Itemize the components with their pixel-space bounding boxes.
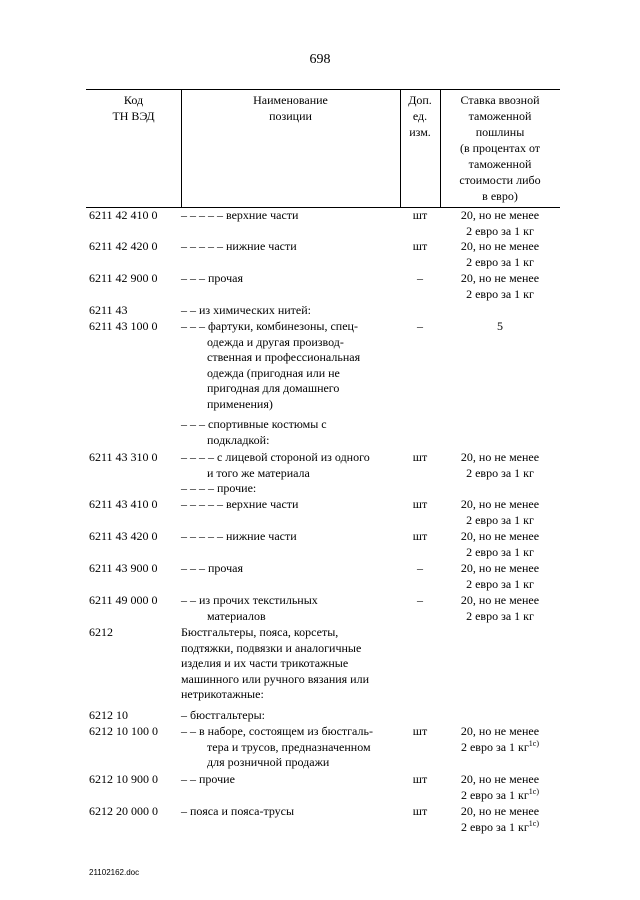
- rate-line: [440, 772, 560, 788]
- row-code: 6212: [89, 625, 113, 639]
- row-description: [181, 450, 399, 481]
- row-unit: шт: [412, 208, 428, 222]
- description-line: – – – прочая: [181, 561, 243, 575]
- rate-line: [440, 724, 560, 740]
- rate-line: [440, 529, 560, 545]
- rate-footnote-mark: 1с): [528, 738, 540, 748]
- rate-text: 20, но не менее: [460, 772, 540, 786]
- row-description: [181, 724, 399, 771]
- row-code: 6211 43: [89, 303, 128, 317]
- rate-text: 2 евро за 1 кг: [466, 512, 534, 527]
- row-unit: шт: [412, 450, 428, 464]
- row-code: 6211 42 900 0: [89, 271, 158, 285]
- description-line: – – – – с лицевой стороной из одного: [181, 450, 370, 464]
- description-line: одежда и другая производ-: [207, 334, 344, 349]
- rate-text: 2 евро за 1 кг: [460, 787, 529, 802]
- rate-line: [440, 561, 560, 577]
- rate-line: [440, 820, 560, 836]
- rate-text: 2 евро за 1 кг: [466, 465, 534, 480]
- row-description: [181, 772, 399, 788]
- row-description: [181, 271, 399, 287]
- rate-line: [440, 255, 560, 271]
- rate-line: [440, 804, 560, 820]
- row-description: [181, 593, 399, 624]
- table-top-rule: [86, 89, 560, 90]
- row-description: [181, 561, 399, 577]
- description-line: – – – – прочие:: [181, 481, 257, 495]
- rate-line: [440, 497, 560, 513]
- row-description: [181, 481, 399, 497]
- rate-footnote-mark: 1с): [528, 786, 540, 796]
- row-description: [181, 208, 399, 224]
- row-unit: шт: [412, 239, 428, 253]
- rate-text: 20, но не менее: [460, 450, 540, 464]
- row-code: 6211 49 000 0: [89, 593, 158, 607]
- description-line: – – прочие: [181, 772, 235, 786]
- row-description: [181, 708, 399, 724]
- rate-footnote-mark: 1с): [528, 818, 540, 828]
- header-name: Наименование позиции: [253, 93, 328, 123]
- page-number: 698: [309, 52, 331, 67]
- rate-text: 2 евро за 1 кг: [466, 544, 534, 559]
- rate-line: [440, 319, 560, 335]
- row-description: [181, 497, 399, 513]
- row-code: 6211 42 420 0: [89, 239, 158, 253]
- row-rate: [440, 804, 560, 835]
- row-unit: шт: [412, 804, 428, 818]
- description-line: для розничной продажи: [207, 755, 330, 769]
- row-code: 6211 43 100 0: [89, 319, 158, 333]
- description-line: и того же материала: [207, 465, 310, 480]
- description-line: ственная и профессиональная: [207, 350, 361, 364]
- row-code: 6211 43 900 0: [89, 561, 158, 575]
- row-code: 6212 10 900 0: [89, 772, 158, 786]
- header-rate: Ставка ввозной таможенной пошлины (в процентах от таможенной стоимости либо в евро): [459, 93, 541, 203]
- rate-line: [440, 450, 560, 466]
- description-line: – – – фартуки, комбинезоны, спец-: [181, 319, 358, 333]
- description-line: материалов: [207, 608, 266, 623]
- rate-text: 2 евро за 1 кг: [466, 286, 534, 301]
- description-line: тера и трусов, предназначенном: [207, 739, 371, 754]
- row-description: [181, 303, 399, 319]
- row-rate: [440, 271, 560, 302]
- row-description: [181, 804, 399, 820]
- rate-text: 20, но не менее: [460, 593, 540, 607]
- rate-text: 20, но не менее: [460, 561, 540, 575]
- description-line: – – из прочих текстильных: [181, 593, 318, 607]
- rate-text: 2 евро за 1 кг: [466, 223, 534, 238]
- row-rate: [440, 239, 560, 270]
- rate-line: [440, 271, 560, 287]
- rate-text: 20, но не менее: [460, 529, 540, 543]
- rate-text: 2 евро за 1 кг: [466, 576, 534, 591]
- rate-text: 20, но не менее: [460, 724, 540, 738]
- description-line: – – – – – нижние части: [181, 529, 297, 543]
- row-description: [181, 529, 399, 545]
- row-rate: [440, 497, 560, 528]
- rate-line: [440, 593, 560, 609]
- rate-line: [440, 224, 560, 240]
- row-unit: шт: [412, 772, 428, 786]
- description-line: – бюстгальтеры:: [181, 708, 265, 722]
- row-code: 6211 43 410 0: [89, 497, 158, 511]
- rate-text: 2 евро за 1 кг: [460, 739, 529, 754]
- row-unit: –: [417, 593, 423, 607]
- row-code: 6212 10 100 0: [89, 724, 158, 738]
- rate-line: [440, 545, 560, 561]
- rate-line: [440, 287, 560, 303]
- row-code: 6211 43 420 0: [89, 529, 158, 543]
- row-rate: [440, 319, 560, 335]
- description-line: – – – прочая: [181, 271, 243, 285]
- rate-line: [440, 239, 560, 255]
- row-unit: шт: [412, 529, 428, 543]
- description-line: – – из химических нитей:: [181, 303, 312, 317]
- row-rate: [440, 529, 560, 560]
- row-description: [181, 417, 399, 448]
- row-code: 6212 20 000 0: [89, 804, 158, 818]
- row-unit: –: [417, 561, 423, 575]
- row-description: [181, 625, 399, 703]
- header-unit: Доп. ед. изм.: [408, 93, 432, 139]
- description-line: машинного или ручного вязания или: [181, 671, 370, 686]
- row-code: 6211 43 310 0: [89, 450, 158, 464]
- row-description: [181, 239, 399, 255]
- description-line: – – в наборе, состоящем из бюстгаль-: [181, 724, 373, 738]
- row-rate: [440, 450, 560, 481]
- footer-filename: 21102162.doc: [89, 868, 140, 877]
- rate-line: [440, 208, 560, 224]
- description-line: – – – спортивные костюмы с: [181, 417, 327, 431]
- description-line: подтяжки, подвязки и аналогичные: [181, 640, 362, 655]
- rate-line: [440, 788, 560, 804]
- row-rate: [440, 561, 560, 592]
- rate-text: 2 евро за 1 кг: [466, 608, 534, 623]
- description-line: изделия и их части трикотажные: [181, 656, 349, 670]
- row-rate: [440, 724, 560, 755]
- description-line: подкладкой:: [207, 432, 270, 447]
- rate-text: 5: [497, 319, 503, 333]
- description-line: – пояса и пояса-трусы: [181, 804, 295, 818]
- rate-line: [440, 466, 560, 482]
- rate-text: 2 евро за 1 кг: [466, 254, 534, 269]
- description-line: применения): [207, 396, 273, 411]
- rate-text: 20, но не менее: [460, 497, 540, 511]
- description-line: – – – – – верхние части: [181, 497, 299, 511]
- description-line: одежда (пригодная или не: [207, 365, 340, 380]
- description-line: Бюстгальтеры, пояса, корсеты,: [181, 625, 339, 639]
- rate-text: 20, но не менее: [460, 239, 540, 253]
- rate-text: 20, но не менее: [460, 804, 540, 818]
- row-rate: [440, 772, 560, 803]
- description-line: нетрикотажные:: [181, 687, 264, 701]
- row-code: 6212 10: [89, 708, 128, 722]
- row-rate: [440, 208, 560, 239]
- rate-line: [440, 740, 560, 756]
- header-code: Код ТН ВЭД: [112, 93, 155, 123]
- rate-line: [440, 609, 560, 625]
- row-rate: [440, 593, 560, 624]
- rate-text: 20, но не менее: [460, 271, 540, 285]
- row-description: [181, 319, 399, 412]
- description-line: пригодная для домашнего: [207, 381, 340, 395]
- rate-text: 2 евро за 1 кг: [460, 819, 529, 834]
- row-code: 6211 42 410 0: [89, 208, 158, 222]
- rate-line: [440, 577, 560, 593]
- row-unit: –: [417, 271, 423, 285]
- row-unit: шт: [412, 724, 428, 738]
- description-line: – – – – – нижние части: [181, 239, 297, 253]
- rate-text: 20, но не менее: [460, 208, 540, 222]
- row-unit: –: [417, 319, 423, 333]
- description-line: – – – – – верхние части: [181, 208, 299, 222]
- row-unit: шт: [412, 497, 428, 511]
- rate-line: [440, 513, 560, 529]
